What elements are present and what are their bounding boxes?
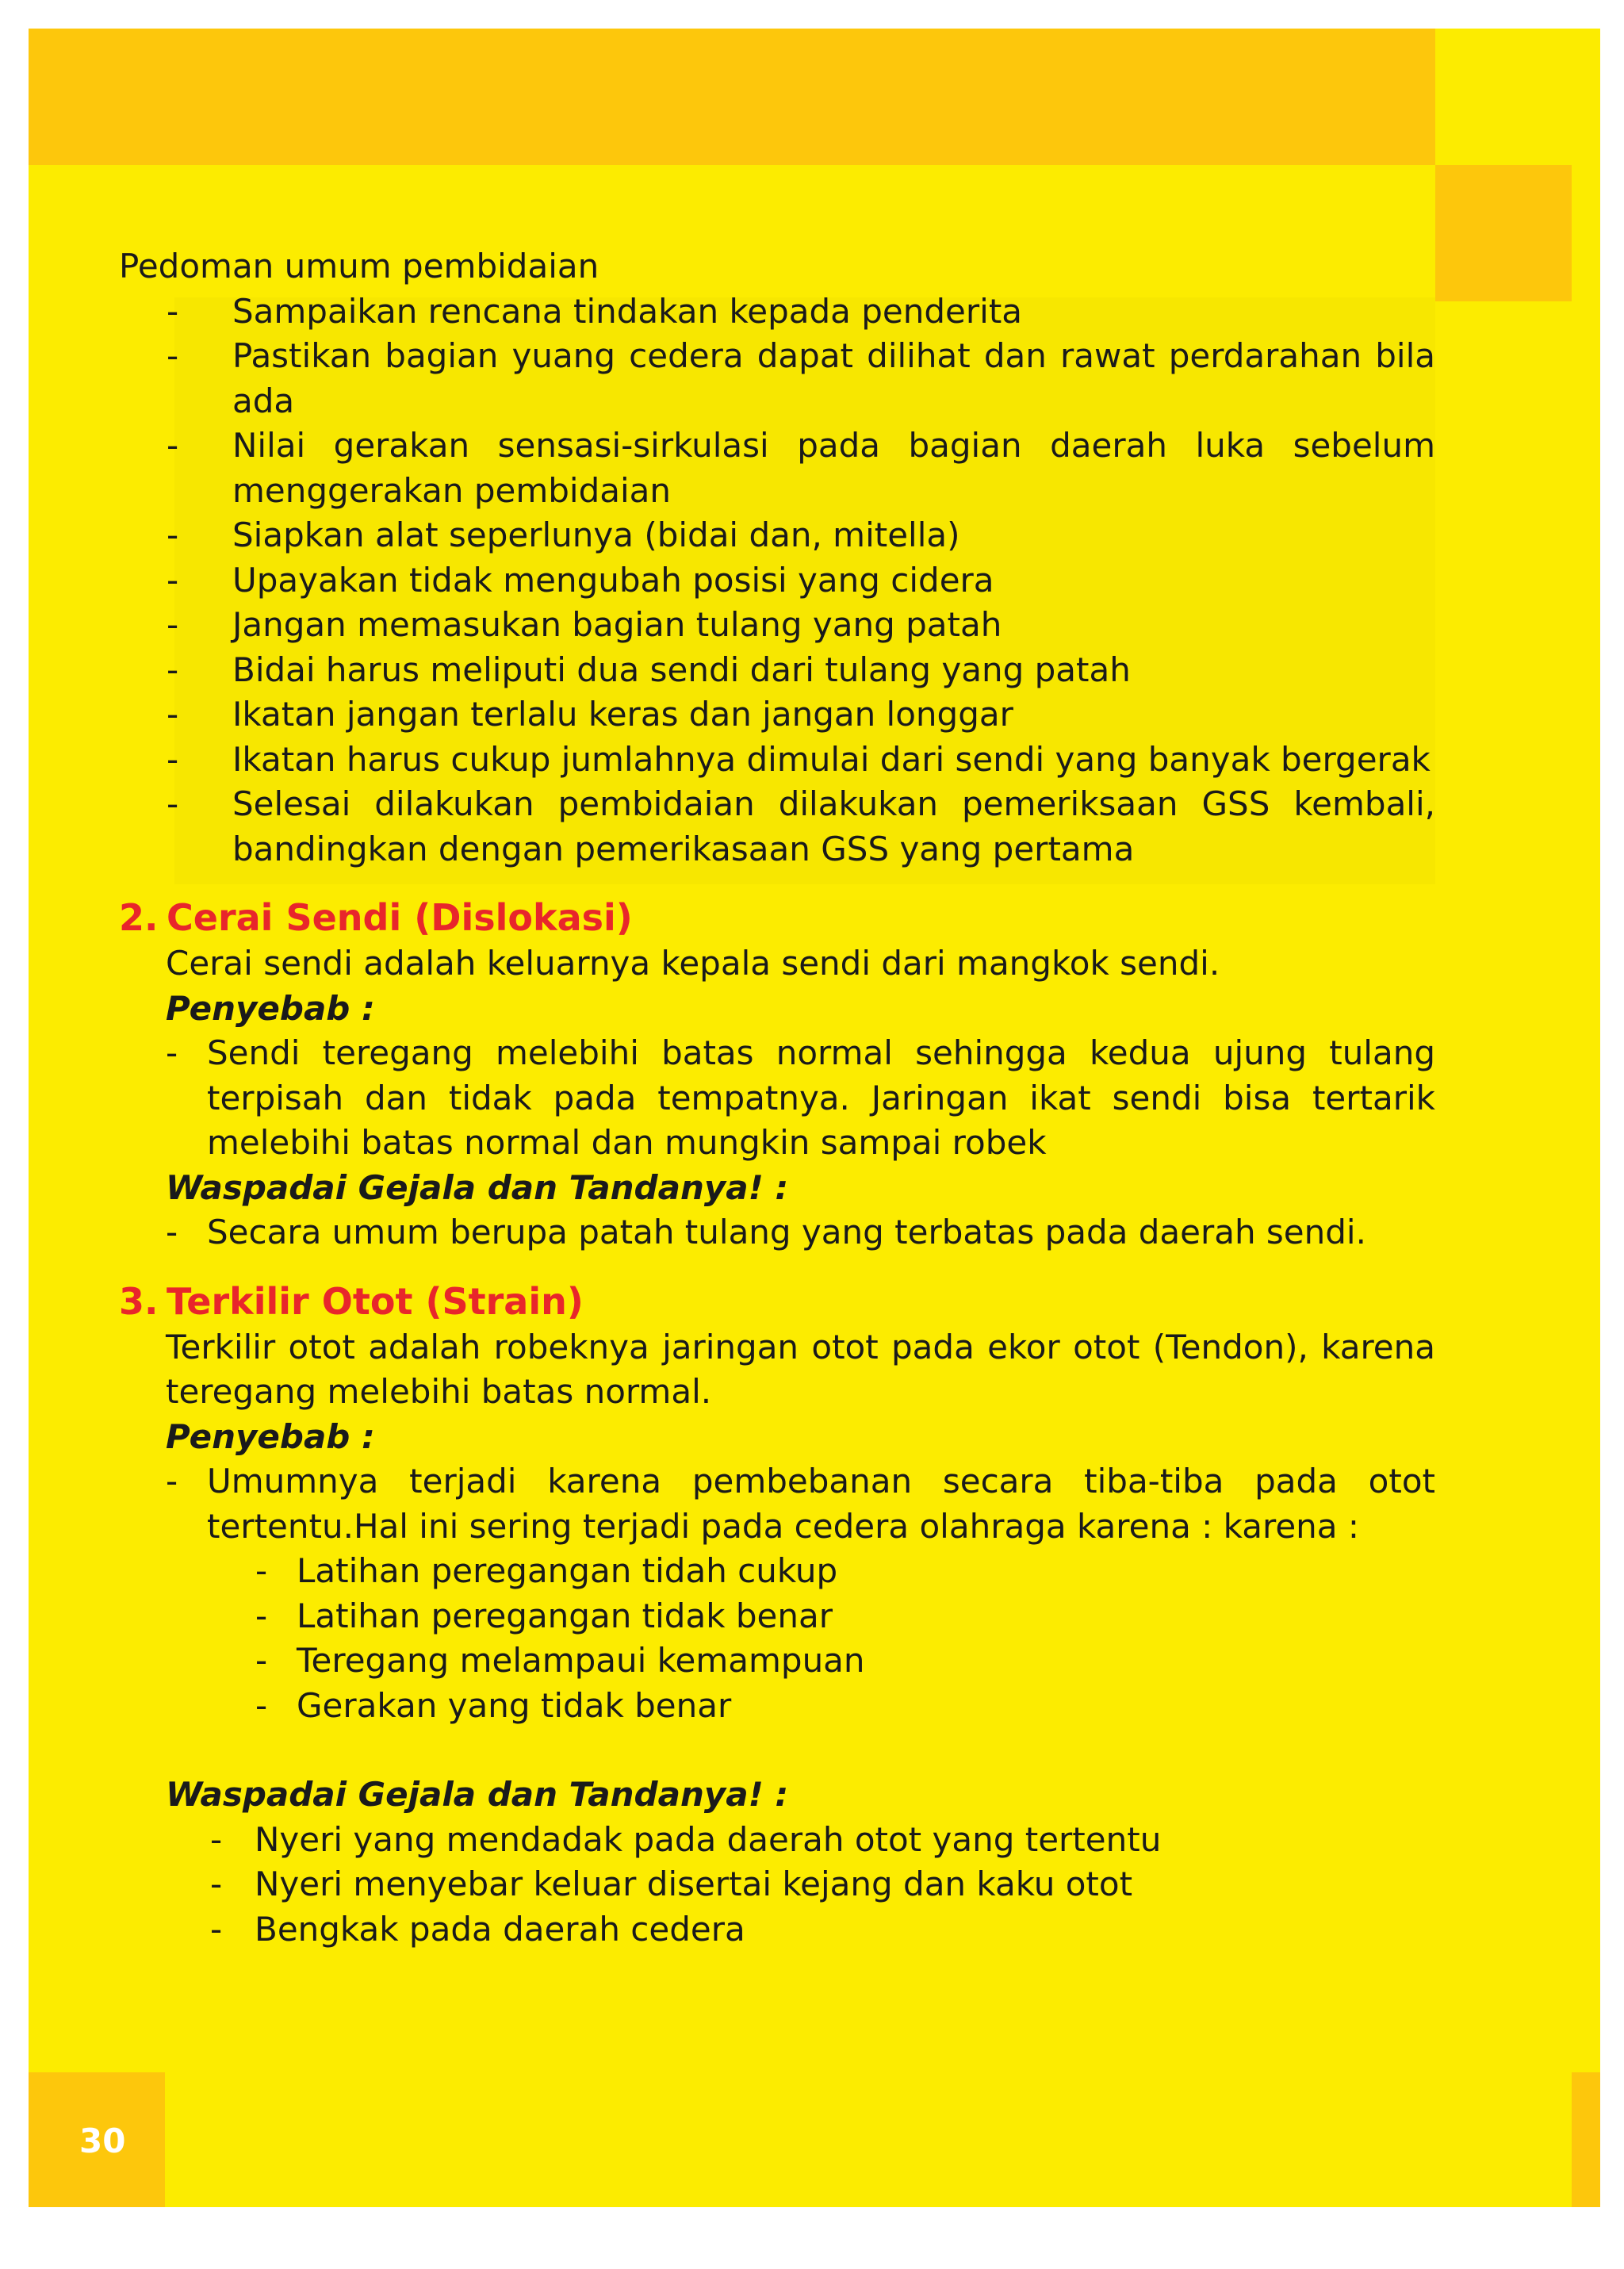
section-2-penyebab-list	[119, 1031, 1435, 1166]
list-item: - Latihan peregangan tidak benar	[255, 1596, 833, 1635]
section-3-penyebab-label: Penyebab :	[166, 1416, 375, 1456]
list-item: - Selesai dilakukan pembidaian dilakukan pemeriksaan GSS kembali, bandingkan dengan pemerikasaan GSS yang pertama	[167, 784, 1435, 868]
section-3-penyebab-sublist	[119, 1549, 1435, 1728]
list-item: - Bidai harus meliputi dua sendi dari tulang yang patah	[167, 650, 1131, 689]
section-2-penyebab-label: Penyebab :	[166, 988, 375, 1028]
header-band	[29, 29, 1435, 165]
list-item: - Umumnya terjadi karena pembebanan secara tiba-tiba pada otot tertentu.Hal ini sering terjadi pada cedera olahraga karena : karena :	[166, 1462, 1435, 1546]
page-number: 30	[79, 2121, 126, 2160]
section-2-gejala-list	[119, 1210, 1435, 1255]
list-item: - Ikatan jangan terlalu keras dan jangan longgar	[167, 695, 1013, 734]
list-item: - Pastikan bagian yuang cedera dapat dilihat dan rawat perdarahan bila ada	[167, 336, 1435, 420]
section-2-gejala-label: Waspadai Gejala dan Tandanya! :	[166, 1167, 789, 1207]
list-item: - Latihan peregangan tidah cukup	[255, 1551, 838, 1590]
list-item: - Gerakan yang tidak benar	[255, 1685, 732, 1725]
list-item: - Upayakan tidak mengubah posisi yang cidera	[167, 560, 994, 600]
section-3-body	[119, 1325, 1435, 1460]
pedoman-title: Pedoman umum pembidaian	[119, 247, 599, 286]
pedoman-list	[119, 289, 1435, 872]
list-item: - Nilai gerakan sensasi-sirkulasi pada bagian daerah luka sebelum menggerakan pembidaian	[167, 426, 1435, 510]
list-item: - Nyeri menyebar keluar disertai kejang dan kaku otot	[210, 1865, 1133, 1903]
list-item: - Teregang melampaui kemampuan	[255, 1641, 865, 1680]
list-item: - Secara umum berupa patah tulang yang terbatas pada daerah sendi.	[166, 1213, 1366, 1251]
list-item: - Siapkan alat seperlunya (bidai dan, mitella)	[167, 516, 960, 554]
section-3-heading: 3. Terkilir Otot (Strain)	[119, 1279, 584, 1323]
spacer	[119, 1728, 1435, 1773]
page-content	[119, 244, 1435, 1952]
list-item: - Sendi teregang melebihi batas normal sehingga kedua ujung tulang terpisah dan tidak pada tempatnya. Jaringan ikat sendi bisa tertarik melebihi batas normal dan mungkin sampai robek	[166, 1033, 1435, 1162]
list-item: - Jangan memasukan bagian tulang yang patah	[167, 605, 1002, 644]
section-3-gejala-wrap	[119, 1773, 1435, 1818]
section-3-gejala-label: Waspadai Gejala dan Tandanya! :	[166, 1775, 789, 1814]
list-item: - Sampaikan rencana tindakan kepada penderita	[167, 291, 1023, 331]
section-3-gejala-list	[119, 1818, 1435, 1953]
section-2-heading: 2. Cerai Sendi (Dislokasi)	[119, 896, 633, 939]
section-3-definition: Terkilir otot adalah robeknya jaringan otot pada ekor otot (Tendon), karena teregang melebihi batas normal.	[166, 1327, 1435, 1411]
section-2-gejala-wrap	[119, 1166, 1435, 1211]
bottom-right-decoration	[1572, 2072, 1600, 2207]
list-item: - Ikatan harus cukup jumlahnya dimulai dari sendi yang banyak bergerak	[167, 739, 1431, 779]
list-item: - Bengkak pada daerah cedera	[210, 1909, 745, 1949]
corner-decoration	[1435, 165, 1572, 301]
section-2-definition: Cerai sendi adalah keluarnya kepala sendi dari mangkok sendi.	[166, 944, 1220, 983]
list-item: - Nyeri yang mendadak pada daerah otot yang tertentu	[210, 1819, 1162, 1859]
section-3-penyebab-list	[119, 1459, 1435, 1549]
section-2-body	[119, 941, 1435, 1031]
